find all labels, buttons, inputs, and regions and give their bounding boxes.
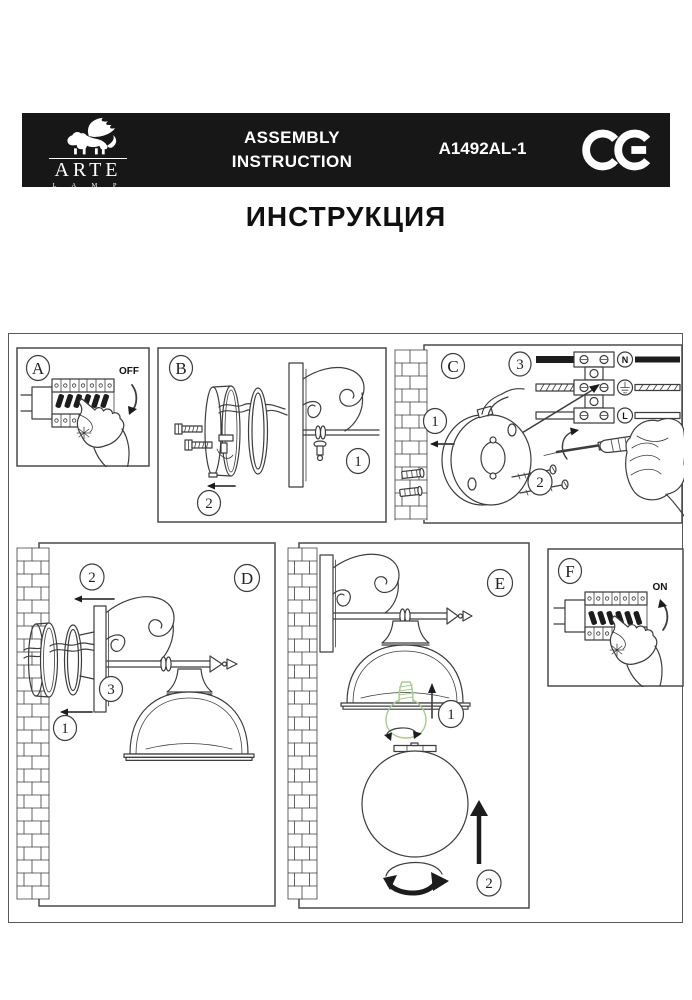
backplate (320, 555, 336, 652)
sheet-title-line1: ASSEMBLY (243, 128, 341, 147)
panel-e-illustration (287, 542, 531, 910)
ce-mark (582, 122, 656, 183)
panel-f (547, 548, 684, 687)
panel-e (287, 542, 531, 910)
panel-c-illustration (394, 344, 684, 524)
step-3-label: 3 (516, 357, 524, 373)
step-2-badge (198, 491, 221, 516)
earth-ground-icon (618, 380, 633, 395)
step-2-label: 2 (485, 876, 493, 892)
wire-neutral (635, 357, 680, 363)
step-2-label: 2 (536, 475, 544, 491)
panel-e-label: E (494, 574, 506, 593)
wire-earth (635, 385, 680, 391)
step-1-label: 1 (431, 414, 439, 430)
page-title: ИНСТРУКЦИЯ (245, 201, 447, 232)
step-2-label: 2 (88, 570, 96, 586)
panel-d (16, 542, 277, 908)
step-3-label: 3 (107, 682, 115, 698)
neutral-terminal-label: N (621, 355, 629, 365)
step-3-badge (509, 352, 531, 376)
step-1-badge (439, 701, 464, 728)
brand-name: ARTE (54, 159, 122, 181)
step-2-label: 2 (205, 496, 213, 512)
switch-on-label: ON (652, 582, 668, 593)
mounting-screw (175, 424, 202, 434)
switch-off-label: OFF (119, 366, 139, 377)
sheet-title-line2: INSTRUCTION (231, 152, 353, 171)
sheet-title (172, 126, 412, 174)
panel-a-illustration (16, 347, 150, 467)
panel-f-label: F (565, 562, 575, 581)
panel-b (157, 347, 387, 523)
model-number: A1492AL-1 (438, 139, 527, 158)
mounting-screw (185, 440, 212, 450)
panel-d-label-badge (235, 565, 260, 592)
panel-e-label-badge (488, 570, 513, 597)
panel-f-label-badge (559, 559, 582, 584)
brick-wall (17, 548, 49, 899)
panel-a (16, 347, 150, 467)
step-1-badge (424, 409, 447, 434)
wire-live (635, 413, 680, 419)
panel-a-label: A (31, 359, 45, 378)
step-2-badge (477, 870, 501, 896)
panel-f-illustration (547, 548, 684, 687)
brand-sub: L A M P (52, 182, 124, 189)
step-2-badge (80, 564, 104, 590)
step-1-badge (347, 449, 370, 474)
step-1-label: 1 (447, 707, 455, 723)
ce-mark-icon (582, 122, 656, 178)
panel-b-label-badge (170, 356, 193, 381)
step-1-badge (54, 716, 77, 741)
panel-b-label: B (175, 359, 187, 378)
panel-c (394, 344, 684, 524)
brick-wall (288, 548, 317, 899)
backplate (289, 363, 306, 487)
arte-lamp-logo (36, 117, 140, 189)
step-1-label: 1 (61, 721, 69, 737)
header-bar (22, 113, 670, 187)
panel-c-label-badge (442, 354, 465, 379)
step-1-label: 1 (354, 454, 362, 470)
decor-ring (249, 388, 268, 474)
decor-ring (65, 625, 82, 695)
panel-d-label: D (240, 569, 254, 588)
panel-c-label: C (447, 357, 459, 376)
panel-d-illustration (16, 542, 277, 908)
panel-b-illustration (157, 347, 387, 523)
panel-a-label-badge (27, 356, 50, 381)
step-3-badge (100, 677, 123, 702)
step-2-badge (528, 469, 552, 495)
wire-neutral (536, 356, 574, 363)
live-terminal-label: L (622, 411, 628, 421)
winged-lion-icon (53, 117, 123, 157)
